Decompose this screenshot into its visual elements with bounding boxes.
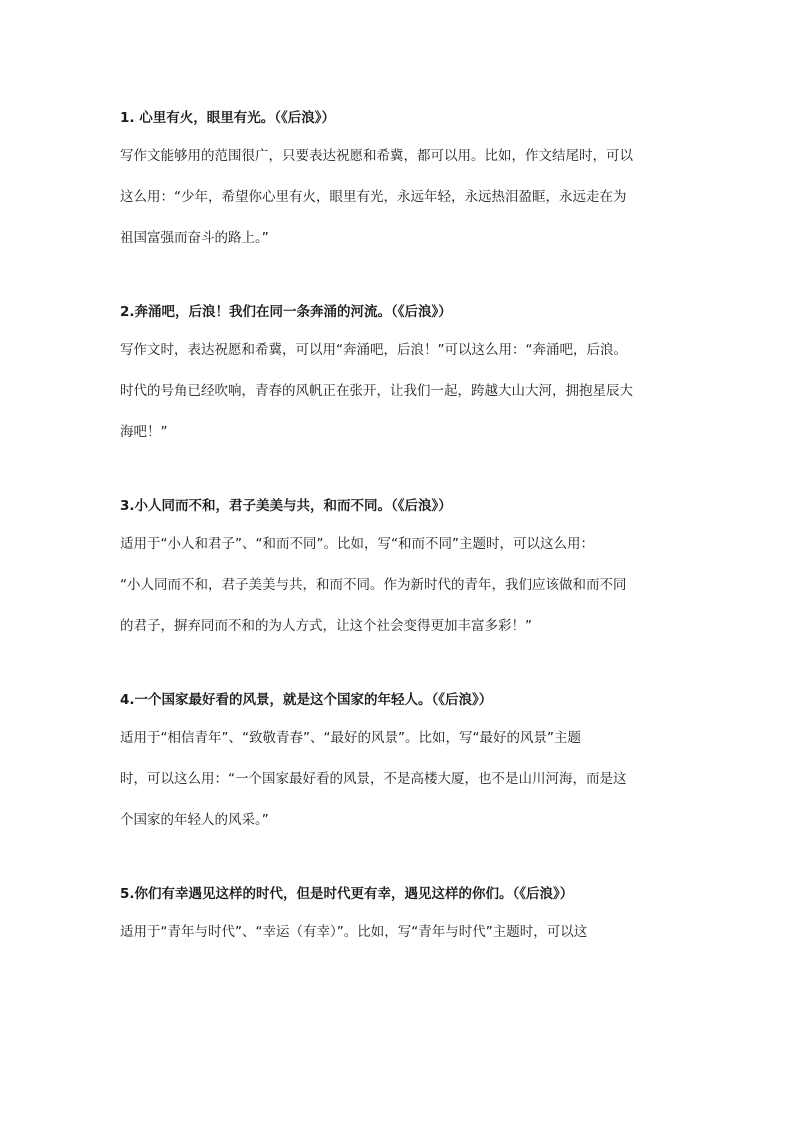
section-heading: 3.小人同而不和，君子美美与共，和而不同。（《后浪》） xyxy=(120,498,452,514)
document-page xyxy=(120,100,700,953)
body-line: 的君子，摒弃同而不和的为人方式，让这个社会变得更加丰富多彩！” xyxy=(120,618,532,634)
section-body xyxy=(120,330,700,453)
section-heading: 5.你们有幸遇见这样的时代，但是时代更有幸，遇见这样的你们。（《后浪》） xyxy=(120,886,574,902)
body-line: 这么用：“少年，希望你心里有火，眼里有光，永远年轻，永远热泪盈眶，永远走在为 xyxy=(120,189,627,205)
section-gap xyxy=(120,841,700,876)
section-body xyxy=(120,718,700,841)
body-line: “小人同而不和，君子美美与共，和而不同。作为新时代的青年，我们应该做和而不同 xyxy=(120,577,627,593)
body-line: 祖国富强而奋斗的路上。” xyxy=(120,230,269,246)
section-gap xyxy=(120,453,700,488)
body-line: 写作文时，表达祝愿和希冀，可以用“奔涌吧，后浪！”可以这么用：“奔涌吧，后浪。 xyxy=(120,342,627,358)
quote-section-5 xyxy=(120,876,700,953)
section-body xyxy=(120,912,700,953)
body-line: 时代的号角已经吹响，青春的风帆正在张开，让我们一起，跨越大山大河，拥抱星辰大 xyxy=(120,383,633,399)
body-line: 适用于“相信青年”、“致敬青春”、“最好的风景”。比如，写“最好的风景”主题 xyxy=(120,730,581,746)
quote-section-4 xyxy=(120,682,700,841)
section-heading: 1. 心里有火，眼里有光。（《后浪》） xyxy=(120,110,335,126)
body-line: 适用于“小人和君子”、“和而不同”。比如，写“和而不同”主题时，可以这么用： xyxy=(120,536,594,552)
quote-section-3 xyxy=(120,488,700,647)
body-line: 写作文能够用的范围很广，只要表达祝愿和希冀，都可以用。比如，作文结尾时，可以 xyxy=(120,148,633,164)
section-body xyxy=(120,524,700,647)
section-gap xyxy=(120,259,700,294)
body-line: 适用于“青年与时代”、“幸运（有幸）”。比如，写“青年与时代”主题时，可以这 xyxy=(120,924,588,940)
body-line: 海吧！” xyxy=(120,424,168,440)
quote-section-1 xyxy=(120,100,700,259)
section-heading: 4.一个国家最好看的风景，就是这个国家的年轻人。（《后浪》） xyxy=(120,692,493,708)
section-heading: 2.奔涌吧，后浪！我们在同一条奔涌的河流。（《后浪》） xyxy=(120,304,452,320)
section-gap xyxy=(120,647,700,682)
body-line: 时，可以这么用：“一个国家最好看的风景，不是高楼大厦，也不是山川河海，而是这 xyxy=(120,771,627,787)
quote-section-2 xyxy=(120,294,700,453)
body-line: 个国家的年轻人的风采。” xyxy=(120,812,269,828)
section-body xyxy=(120,136,700,259)
